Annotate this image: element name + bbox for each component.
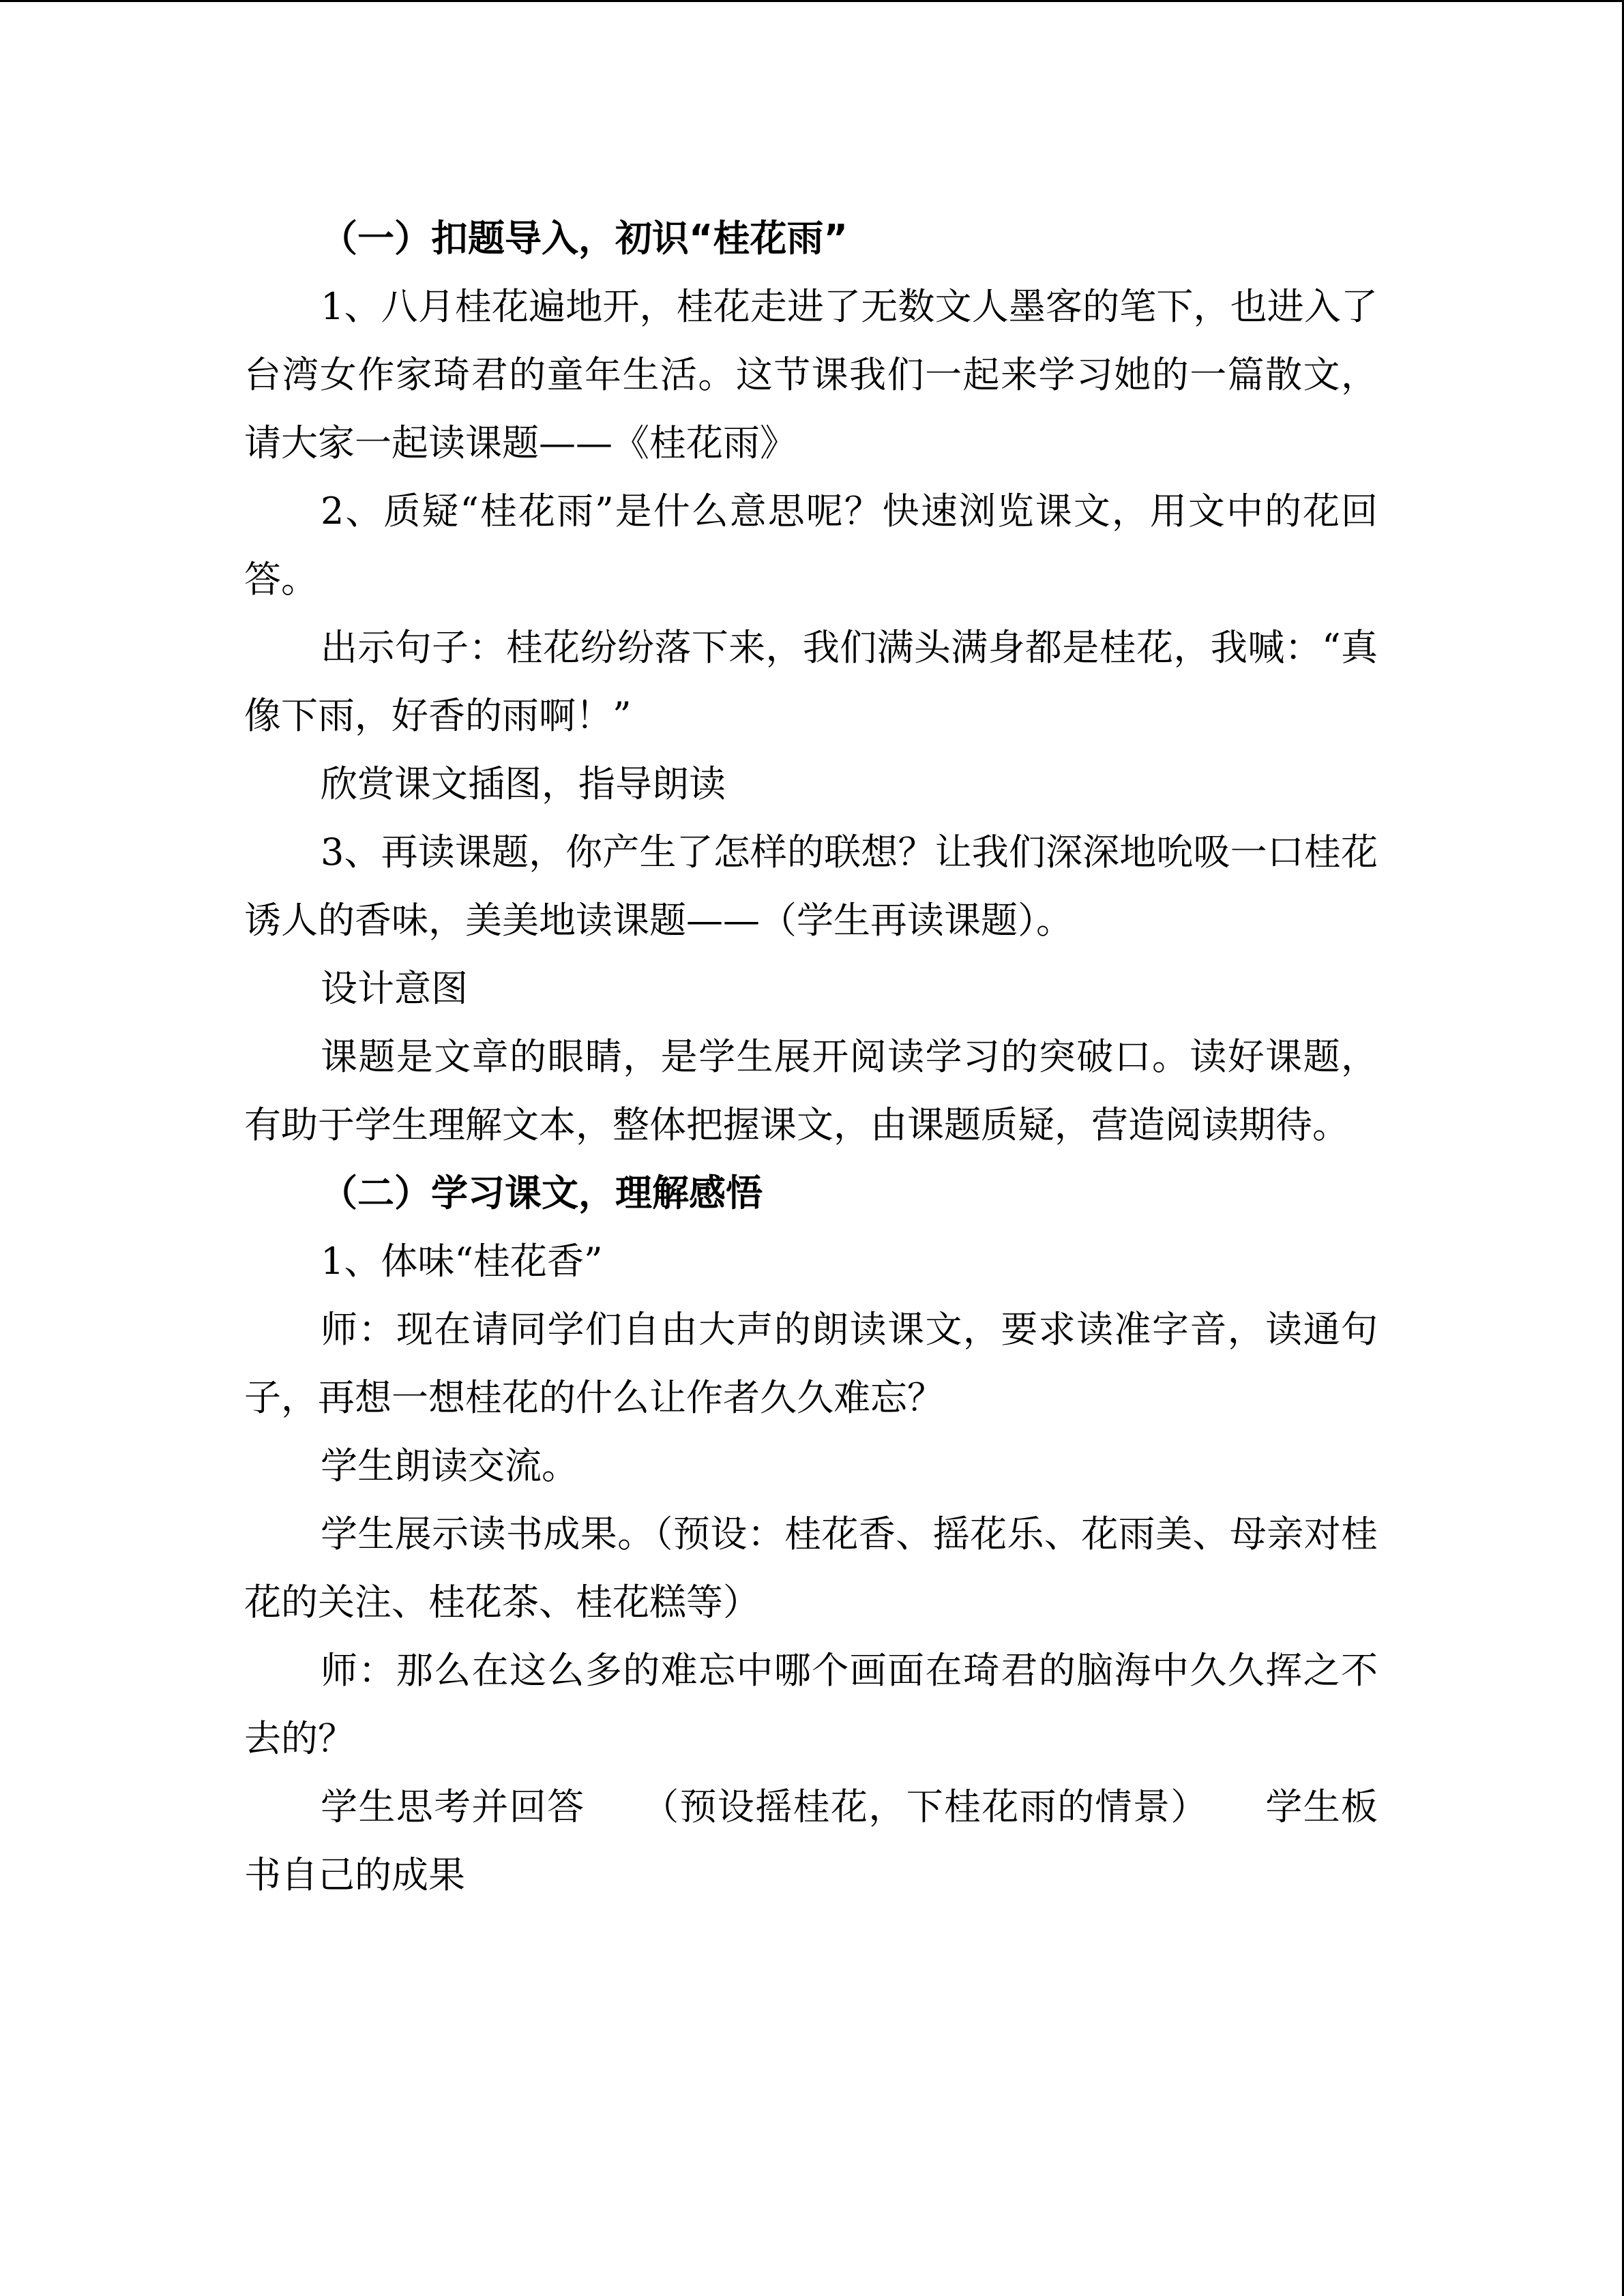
section-heading-2: （二）学习课文，理解感悟 bbox=[321, 1172, 763, 1214]
page-top-border bbox=[0, 0, 1624, 2]
paragraph-quote-sentence: 出示句子：桂花纷纷落下来，我们满头满身都是桂花，我喊：“真像下雨，好香的雨啊！” bbox=[244, 626, 1378, 737]
paragraph-teacher-read: 师：现在请同学们自由大声的朗读课文，要求读准字音，读通句子，再想一想桂花的什么让作者久久难忘？ bbox=[244, 1308, 1378, 1419]
paragraph-intro: 1、八月桂花遍地开，桂花走进了无数文人墨客的笔下，也进入了台湾女作家琦君的童年生活。这节课我们一起来学习她的一篇散文，请大家一起读课题——《桂花雨》 bbox=[244, 285, 1378, 464]
paragraph-reread: 3、再读课题，你产生了怎样的联想？让我们深深地吮吸一口桂花诱人的香味，美美地读课题——（学生再读课题）。 bbox=[244, 831, 1378, 942]
paragraph-question: 2、质疑“桂花雨”是什么意思呢？快速浏览课文，用文中的花回答。 bbox=[244, 490, 1378, 601]
document-body bbox=[244, 205, 1378, 1909]
paragraph-fragrance: 1、体味“桂花香” bbox=[321, 1240, 603, 1283]
section-heading-1: （一）扣题导入，初识“桂花雨” bbox=[321, 217, 848, 260]
paragraph-design-intent-label: 设计意图 bbox=[321, 967, 468, 1010]
paragraph-student-answer: 学生思考并回答 （预设摇桂花，下桂花雨的情景） 学生板书自己的成果 bbox=[244, 1785, 1378, 1896]
paragraph-design-intent: 课题是文章的眼睛，是学生展开阅读学习的突破口。读好课题，有助于学生理解文本，整体把握课文，由课题质疑，营造阅读期待。 bbox=[244, 1035, 1378, 1146]
paragraph-illustration: 欣赏课文插图，指导朗读 bbox=[321, 762, 726, 805]
paragraph-student-exchange: 学生朗读交流。 bbox=[321, 1444, 578, 1487]
paragraph-teacher-question: 师：那么在这么多的难忘中哪个画面在琦君的脑海中久久挥之不去的？ bbox=[244, 1649, 1378, 1760]
paragraph-student-results: 学生展示读书成果。（预设：桂花香、摇花乐、花雨美、母亲对桂花的关注、桂花茶、桂花糕等） bbox=[244, 1512, 1378, 1624]
